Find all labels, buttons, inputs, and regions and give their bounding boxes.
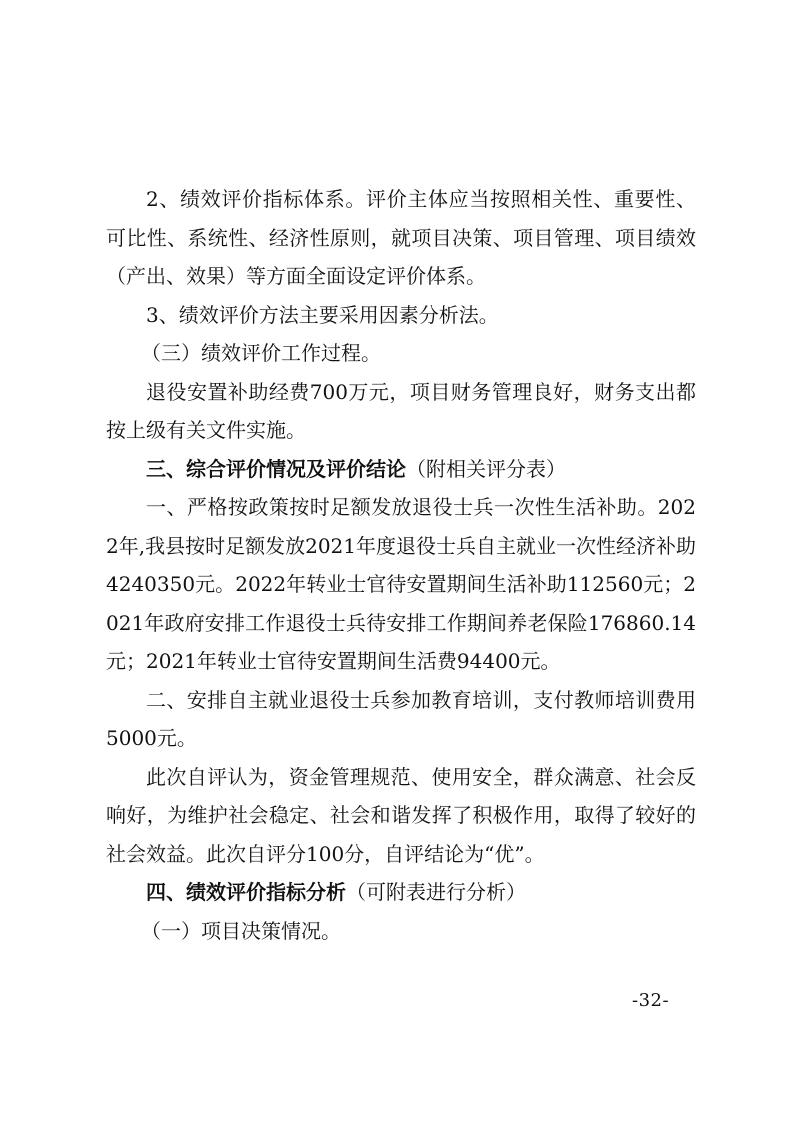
paragraph-indicator-system: 2、绩效评价指标体系。评价主体应当按照相关性、重要性、可比性、系统性、经济性原则，就项目决策、项目管理、项目绩效（产出、效果）等方面全面设定评价体系。 bbox=[106, 187, 696, 288]
heading-note: （可附表进行分析） bbox=[346, 880, 526, 904]
paragraph-training: 二、安排自主就业退役士兵参加教育培训，支付教师培训费用5000元。 bbox=[106, 687, 696, 750]
section-heading-evaluation-conclusion bbox=[106, 450, 696, 489]
section-heading-indicator-analysis bbox=[106, 873, 696, 912]
paragraph-self-evaluation: 此次自评认为，资金管理规范、使用安全，群众满意、社会反响好，为维护社会稳定、社会和谐发挥了积极作用，取得了较好的社会效益。此次自评分100分，自评结论为“优”。 bbox=[106, 764, 696, 866]
document-body bbox=[106, 180, 696, 950]
paragraph-project-decision: （一）项目决策情况。 bbox=[141, 918, 341, 943]
heading-title: 四、绩效评价指标分析 bbox=[146, 880, 346, 904]
heading-title: 三、综合评价情况及评价结论 bbox=[146, 456, 406, 481]
paragraph-evaluation-method: 3、绩效评价方法主要采用因素分析法。 bbox=[146, 302, 499, 327]
paragraph-living-subsidy: 一、严格按政策按时足额发放退役士兵一次性生活补助。2022年,我县按时足额发放2021年度退役士兵自主就业一次性经济补助 4240350元。2022年转业士官待安置期间生活补助112560元；2021年政府安排工作退役士兵待安排工作期间养老保险176860.14元；2021年转业士官待安置期间生活费94400元。 bbox=[106, 495, 696, 673]
heading-note: （附相关评分表） bbox=[406, 456, 566, 481]
paragraph-work-process: （三）绩效评价工作过程。 bbox=[141, 341, 381, 365]
page-number: -32- bbox=[632, 990, 670, 1011]
paragraph-fund-summary: 退役安置补助经费700万元，项目财务管理良好，财务支出都按上级有关文件实施。 bbox=[106, 379, 696, 442]
